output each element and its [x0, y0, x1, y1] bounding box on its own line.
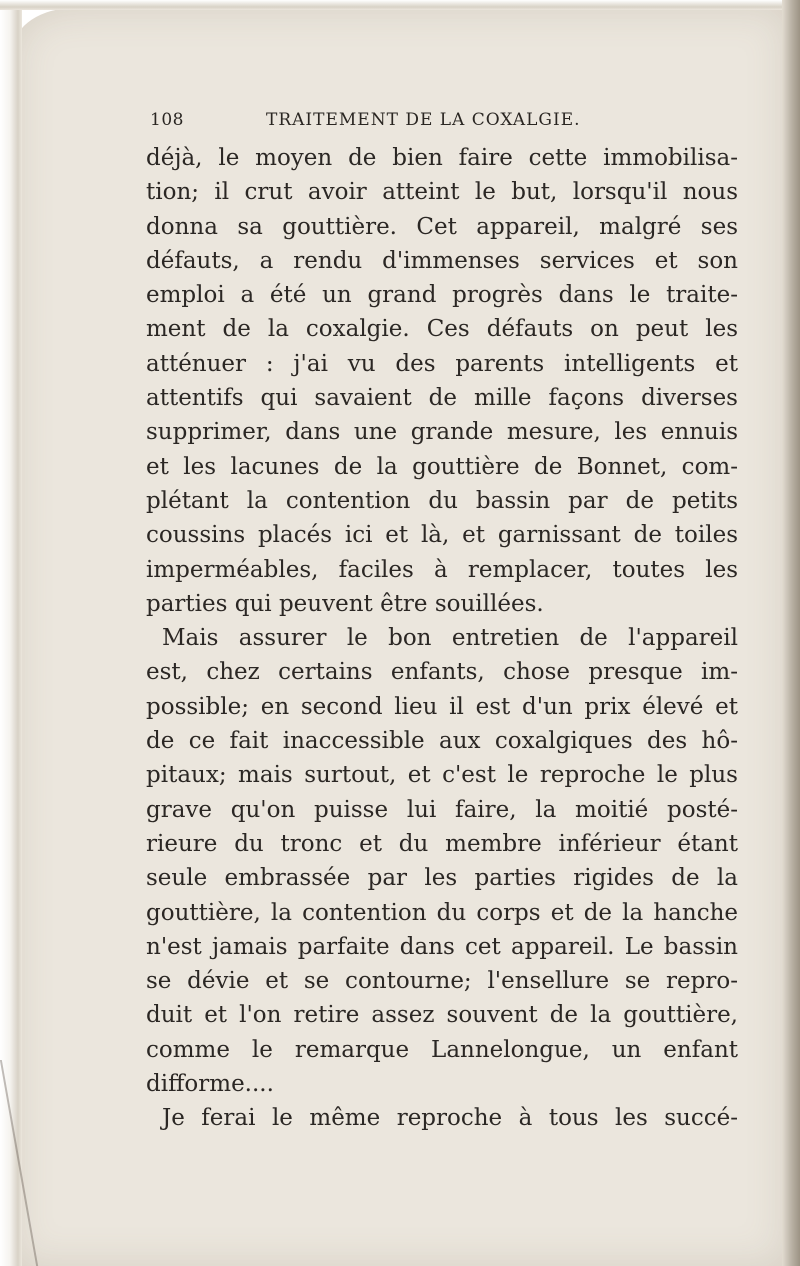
text-line: seule embrassée par les parties rigides de la: [146, 865, 738, 892]
text-line: duit et l'on retire assez souvent de la gouttière,: [146, 1002, 738, 1029]
text-line: emploi a été un grand progrès dans le traite-: [146, 282, 738, 309]
text-line: difforme....: [146, 1071, 274, 1098]
body-text: [146, 141, 738, 1136]
text-line: déjà, le moyen de bien faire cette immobilisa-: [146, 145, 738, 171]
text-line: atténuer : j'ai vu des parents intelligents et: [146, 350, 738, 377]
text-line: comme le remarque Lannelongue, un enfant: [146, 1036, 738, 1063]
text-line: parties qui peuvent être souillées.: [146, 590, 544, 617]
text-line: de ce fait inaccessible aux coxalgiques des hô-: [146, 728, 738, 755]
text-line: et les lacunes de la gouttière de Bonnet, com-: [146, 453, 738, 480]
text-line: coussins placés ici et là, et garnissant de toiles: [146, 522, 738, 549]
text-line: Je ferai le même reproche à tous les succé-: [162, 1105, 738, 1132]
running-title: TRAITEMENT DE LA COXALGIE.: [266, 110, 581, 130]
text-line: ment de la coxalgie. Ces défauts on peut les: [146, 316, 738, 343]
text-line: tion; il crut avoir atteint le but, lorsqu'il nous: [146, 179, 738, 206]
page-number: 108: [150, 110, 184, 130]
text-line: imperméables, faciles à remplacer, toutes les: [146, 556, 738, 583]
text-line: se dévie et se contourne; l'ensellure se repro-: [146, 968, 738, 995]
text-line: défauts, a rendu d'immenses services et son: [146, 247, 738, 274]
text-line: est, chez certains enfants, chose presque im-: [146, 659, 738, 686]
text-line: attentifs qui savaient de mille façons diverses: [146, 385, 738, 412]
page-header: [150, 110, 710, 138]
text-line: possible; en second lieu il est d'un prix élevé et: [146, 693, 738, 720]
text-line: rieure du tronc et du membre inférieur étant: [146, 830, 738, 857]
text-line: supprimer, dans une grande mesure, les ennuis: [146, 419, 738, 446]
text-line: pitaux; mais surtout, et c'est le reproche le plus: [146, 762, 738, 789]
text-line: donna sa gouttière. Cet appareil, malgré ses: [146, 213, 738, 240]
text-line: n'est jamais parfaite dans cet appareil. Le bassin: [146, 933, 738, 960]
text-line: plétant la contention du bassin par de petits: [146, 487, 738, 514]
text-line: gouttière, la contention du corps et de la hanche: [146, 899, 738, 926]
text-line: Mais assurer le bon entretien de l'appareil: [162, 625, 738, 652]
page-right-edge: [782, 0, 800, 1266]
page-top-edge: [0, 0, 800, 10]
text-line: grave qu'on puisse lui faire, la moitié posté-: [146, 796, 738, 823]
